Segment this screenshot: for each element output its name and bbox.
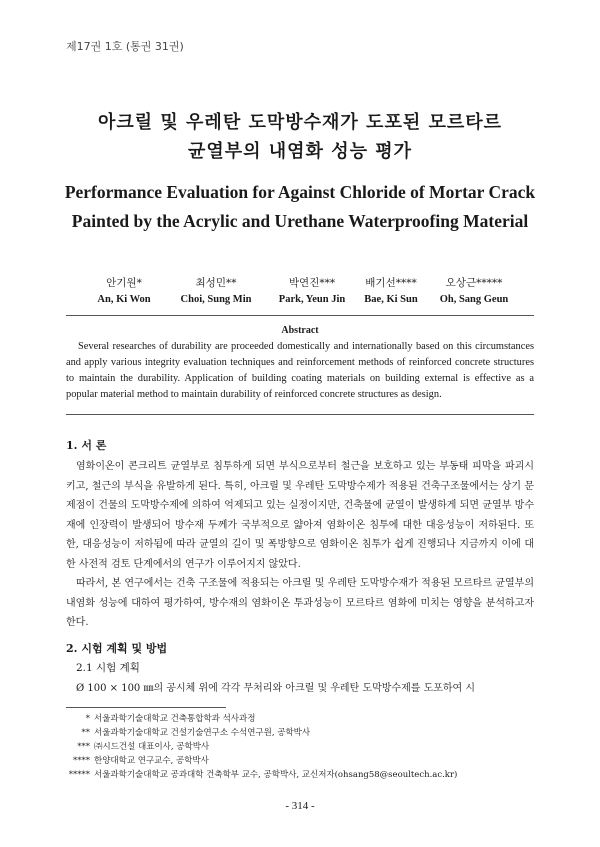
author-name-ko: 최성민** (195, 277, 237, 289)
footnote (66, 754, 546, 768)
author-name-ko: 배기선**** (365, 277, 417, 289)
author-name-ko: 박연진*** (288, 277, 336, 289)
footnote-mark: * (85, 714, 90, 724)
author-name-en: Oh, Sang Geun (439, 294, 509, 305)
footnote (66, 768, 546, 782)
author-4 (346, 275, 436, 305)
abstract-title: Abstract (281, 325, 319, 336)
footnote-mark: ** (81, 728, 90, 738)
footnote-mark: **** (73, 756, 90, 766)
footnote-text: ㈜시드건설 대표이사, 공학박사 (94, 742, 210, 752)
author-1 (80, 275, 168, 305)
author-2 (166, 275, 266, 305)
footnote-rule (66, 707, 226, 708)
footnote-mark: *** (77, 742, 90, 752)
author-name-en: Choi, Sung Min (180, 294, 252, 305)
title-english: Performance Evaluation for Against Chloride of Mortar Crack Painted by the Acrylic and Urethane Waterproofing Material (64, 182, 536, 231)
footnote (66, 726, 546, 740)
section-1-heading: 1. 서 론 (66, 439, 107, 452)
footnote-mark: ***** (68, 770, 90, 780)
author-5 (424, 275, 524, 305)
title-korean-line-2: 균열부의 내염화 성능 평가 (187, 141, 413, 162)
section-1-paragraph-2: 따라서, 본 연구에서는 건축 구조물에 적용되는 아크릴 및 우레탄 도막방수재가 적용된 모르타르 균열부의 내염화 성능에 대하여 평가하여, 방수재의 염화이온 투과성능이 모르타르 염화에 미치는 영향을 분석하고자 한다. (66, 578, 534, 628)
abstract-top-rule (66, 315, 534, 316)
author-name-en: An, Ki Won (97, 294, 151, 305)
author-name-ko: 안기원* (106, 277, 142, 289)
footnote (66, 712, 546, 726)
section-1-paragraph-1: 염화이온이 콘크리트 균열부로 침투하게 되면 부식으로부터 철근을 보호하고 있는 부동태 피막을 파괴시키고, 철근의 부식을 유발하게 된다. 특히, 아크릴 및 우레탄 도막방수제가 적용된 건축구조물에서는 상기 문제점이 건물의 도막방수제에 의하여 억제되고 있는 실정이지만, 건축물에 균열이 발생하게 되면 균열부 방수재에 인장력이 발생되어 방수재 두께가 국부적으로 얇아져 염화이온 침투에 대한 대응성능이 저하된다. 또한, 대응성능이 저하됨에 따라 균열의 길이 및 폭방향으로 염화이온 침투가 쉽게 진행되나 지금까지 이에 대한 사전적 검토 단계에서의 연구가 이루어지지 않았다. (66, 461, 534, 570)
footnote (66, 740, 546, 754)
footnote-text: 서울과학기술대학교 건축통합학과 석사과정 (94, 714, 256, 724)
subsection-2-1-heading: 2.1 시험 계획 (76, 662, 140, 674)
journal-issue-header: 제17권 1호 (통권 31권) (66, 40, 184, 53)
author-name-en: Bae, Ki Sun (364, 294, 418, 305)
abstract-text: Several researches of durability are proceeded domestically and internationally based on this circumstances and apply various integrity evaluation techniques and reinforcement methods of reinforced concrete structures to maintain the durability. Application of building coating materials on building external is effective as a popular material method to maintain durability of reinforced concrete structures as design. (66, 341, 534, 400)
author-name-en: Park, Yeun Jin (278, 294, 346, 305)
page-number: - 314 - (285, 800, 315, 812)
footnote-text: 서울과학기술대학교 건설기술연구소 수석연구원, 공학박사 (94, 728, 311, 738)
section-2-heading: 2. 시험 계획 및 방법 (66, 642, 168, 655)
abstract-bottom-rule (66, 414, 534, 415)
author-name-ko: 오상근***** (445, 277, 503, 289)
title-korean-line-1: 아크릴 및 우레탄 도막방수재가 도포된 모르타르 (97, 112, 503, 133)
footnotes (66, 712, 546, 782)
footnote-text: 서울과학기술대학교 공과대학 건축학부 교수, 공학박사, 교신저자(ohsang58@seoultech.ac.kr) (94, 770, 458, 780)
section-2-paragraph-1: Ø 100 × 100 ㎜의 공시체 위에 각각 무처리와 아크릴 및 우레탄 도막방수제를 도포하여 시 (76, 683, 476, 694)
footnote-text: 한양대학교 연구교수, 공학박사 (94, 756, 209, 766)
